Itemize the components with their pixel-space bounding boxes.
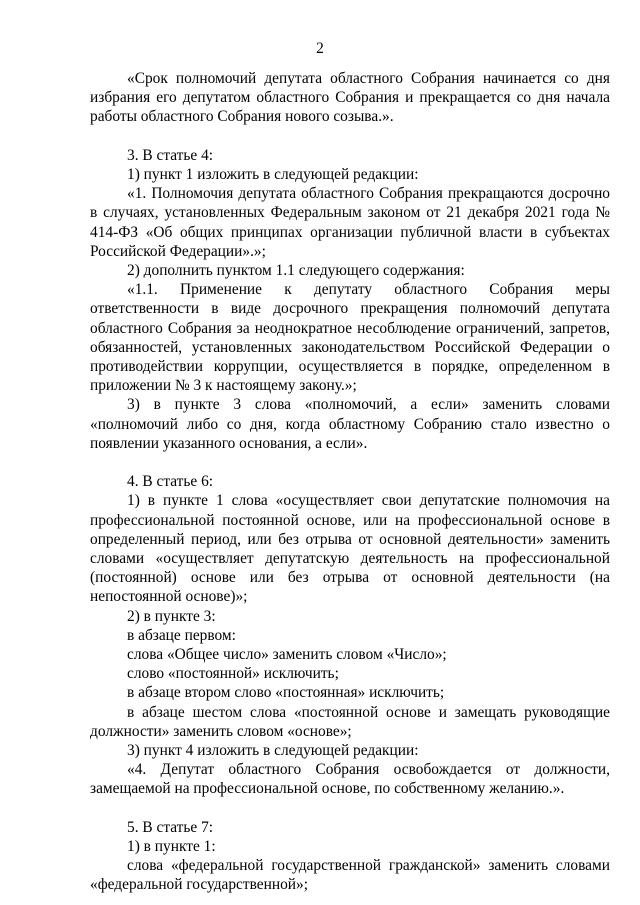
paragraph-gap (90, 799, 610, 818)
document-body (90, 69, 610, 895)
paragraph: 1) пункт 1 изложить в следующей редакции: (127, 166, 419, 183)
paragraph: «Срок полномочий депутата областного Собрания начинается со дня избрания его депутатом областного Собрания и прекращается со дня начала работы областного Собрания нового созыва.». (90, 70, 610, 126)
page-number: 2 (316, 40, 324, 57)
paragraph: в абзаце шестом слова «постоянной основе и замещать руководящие должности» заменить словом «основе»; (90, 703, 610, 740)
paragraph: в абзаце втором слово «постоянная» исключить; (127, 684, 445, 702)
paragraph: в абзаце первом: (127, 626, 236, 644)
paragraph: слова «федеральной государственной гражданской» заменить словами «федеральной государственной»; (90, 857, 610, 894)
paragraph: слова «Общее число» заменить словом «Число»; (127, 646, 447, 664)
paragraph: 2) дополнить пунктом 1.1 следующего содержания: (127, 262, 465, 280)
paragraph: «4. Депутат областного Собрания освобождается от должности, замещаемой на профессиональной основе, по собственному желанию.». (90, 761, 610, 798)
paragraph: 1) в пункте 1 слова «осуществляет свои депутатские полномочия на профессиональной постоянной основе, или на профессиональной основе в определенный период, или без отрыва от основной деятельности» заменить словами «осуществляет депутатскую деятельность на профессиональной (постоянной) основе или без отрыва от основной деятельности (на непостоянной основе)»; (90, 492, 610, 606)
paragraph-gap (90, 453, 610, 472)
paragraph: 3) пункт 4 изложить в следующей редакции: (127, 742, 419, 760)
paragraph-gap (90, 127, 610, 146)
section-heading: 4. В статье 6: (127, 473, 214, 491)
paragraph: 2) в пункте 3: (127, 607, 216, 625)
paragraph: слово «постоянной» исключить; (127, 665, 339, 683)
paragraph: 1) в пункте 1: (127, 838, 216, 856)
paragraph: «1. Полномочия депутата областного Собрания прекращаются досрочно в случаях, установленных Федеральным законом от 21 декабря 2021 года № 414-ФЗ «Об общих принципах организации публичной власти в субъектах Российской Федерации».»; (90, 185, 610, 260)
paragraph: «1.1. Применение к депутату областного Собрания меры ответственности в виде досрочного прекращения полномочий депутата областного Собрания за неоднократное несоблюдение ограничений, запретов, обязанностей, установленных законодательством Российской Федерации о противодействии коррупции, осуществляется в порядке, определенном в приложении № 3 к настоящему закону.»; (90, 281, 610, 395)
paragraph: 3) в пункте 3 слова «полномочий, а если» заменить словами «полномочий либо со дня, когда областному Собранию стало известно о появлении указанного основания, а если». (90, 396, 610, 452)
section-heading: 5. В статье 7: (127, 818, 214, 836)
section-heading: 3. В статье 4: (127, 146, 214, 164)
